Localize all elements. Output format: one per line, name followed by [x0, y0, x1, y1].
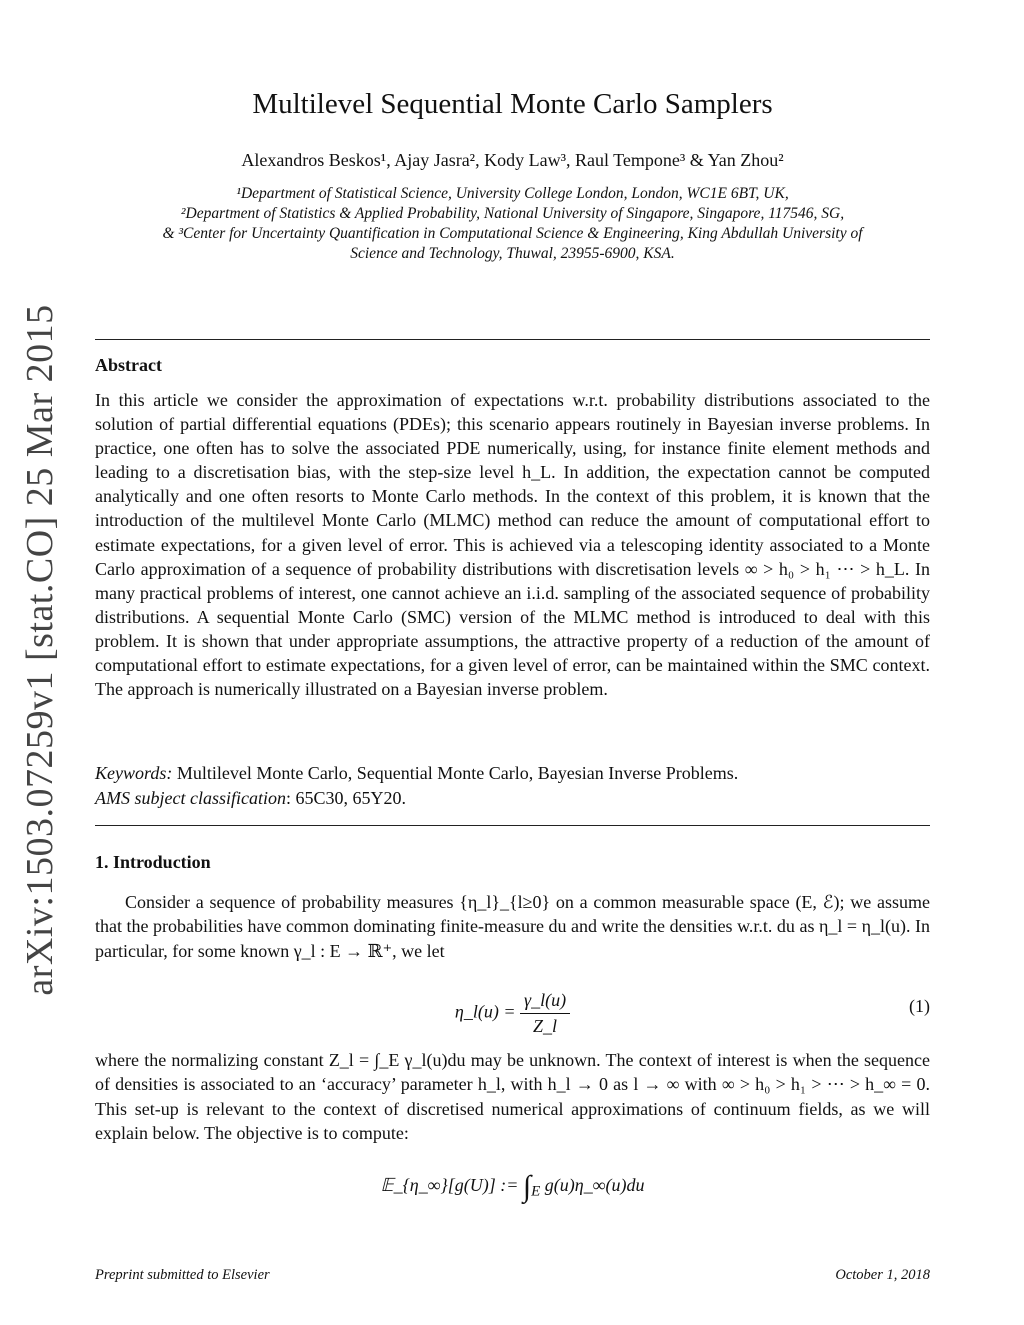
- integral-domain: E: [531, 1183, 541, 1200]
- arxiv-identifier: arXiv:1503.07259v1 [stat.CO] 25 Mar 2015: [19, 304, 61, 996]
- intro-paragraph-2: where the normalizing constant Z_l = ∫_E γ_l(u)du may be unknown. The context of interest is when the sequence of densities is associated to an ‘accuracy’ parameter h_l, with h_l → 0 as l → ∞ with ∞ > h₀ > h₁ > ⋯ > h_∞ = 0. This set-up is relevant to the context of discretised numerical approximations of continuum fields, as we will explain below. The objective is to compute:: [95, 1050, 930, 1143]
- equation-1-lhs: η_l(u) =: [454, 1001, 516, 1022]
- footer-submission-note: Preprint submitted to Elsevier: [95, 1267, 270, 1283]
- affiliation-line: Science and Technology, Thuwal, 23955-6900, KSA.: [350, 245, 675, 262]
- divider-bottom: [95, 825, 930, 826]
- keywords-label: Keywords:: [95, 763, 173, 783]
- affiliation-line: ²Department of Statistics & Applied Probability, National University of Singapore, Singapore, 117546, SG,: [180, 205, 845, 222]
- equation-1-denominator: Z_l: [533, 1016, 558, 1036]
- equation-2-lhs: 𝔼_{η_∞}[g(U)] :=: [380, 1175, 519, 1196]
- ams-line: [95, 788, 406, 809]
- equation-1-numerator: γ_l(u): [520, 990, 570, 1014]
- affiliations: [95, 184, 930, 264]
- equation-1: [95, 990, 930, 1037]
- section-heading-introduction: 1. Introduction: [95, 852, 211, 872]
- keywords-text: Multilevel Monte Carlo, Sequential Monte Carlo, Bayesian Inverse Problems.: [176, 763, 739, 783]
- divider-top: [95, 339, 930, 340]
- integral-sign: ∫: [522, 1170, 532, 1203]
- equation-2-rhs: g(u)η_∞(u)du: [544, 1175, 645, 1196]
- abstract-heading: Abstract: [95, 355, 162, 375]
- equation-1-number: (1): [909, 996, 930, 1016]
- author-list: Alexandros Beskos¹, Ajay Jasra², Kody Law³, Raul Tempone³ & Yan Zhou²: [241, 150, 784, 170]
- equation-2: [95, 1170, 930, 1204]
- intro-paragraph-1: Consider a sequence of probability measures {η_l}_{l≥0} on a common measurable space (E, ℰ); we assume that the probabilities have common dominating finite-measure du and write the densities w.r.t. du as η_l = η_l(u). In particular, for some known γ_l : E → ℝ⁺, we let: [95, 892, 930, 961]
- paper-title: Multilevel Sequential Monte Carlo Samplers: [252, 88, 773, 120]
- abstract-text: In this article we consider the approximation of expectations w.r.t. probability distributions associated to the solution of partial differential equations (PDEs); this scenario appears routinely in Bayesian inverse problems. In practice, one often has to solve the associated PDE numerically, using, for instance finite element methods and leading to a discretisation bias, with the step-size level h_L. In addition, the expectation cannot be computed analytically and one often resorts to Monte Carlo methods. In the context of this problem, it is known that the introduction of the multilevel Monte Carlo (MLMC) method can reduce the amount of computational effort to estimate expectations, for a given level of error. This is achieved via a telescoping identity associated to a Monte Carlo approximation of a sequence of probability distributions with discretisation levels ∞ > h₀ > h₁ ⋯ > h_L. In many practical problems of interest, one cannot achieve an i.i.d. sampling of the associated sequence of probability distributions. A sequential Monte Carlo (SMC) version of the MLMC method is introduced to deal with this problem. It is shown that under appropriate assumptions, the attractive property of a reduction of the amount of computational effort to estimate expectations, for a given level of error, can be maintained within the SMC context. The approach is numerically illustrated on a Bayesian inverse problem.: [95, 390, 930, 700]
- affiliation-line: ¹Department of Statistical Science, University College London, London, WC1E 6BT, UK,: [236, 185, 789, 202]
- keywords-line: [95, 763, 738, 784]
- affiliation-line: & ³Center for Uncertainty Quantification in Computational Science & Engineering, King Abdullah University of: [162, 225, 863, 242]
- ams-codes: : 65C30, 65Y20.: [285, 788, 406, 808]
- ams-label: AMS subject classification: [95, 788, 286, 808]
- equation-1-fraction: [520, 990, 570, 1037]
- footer-date: October 1, 2018: [835, 1267, 930, 1283]
